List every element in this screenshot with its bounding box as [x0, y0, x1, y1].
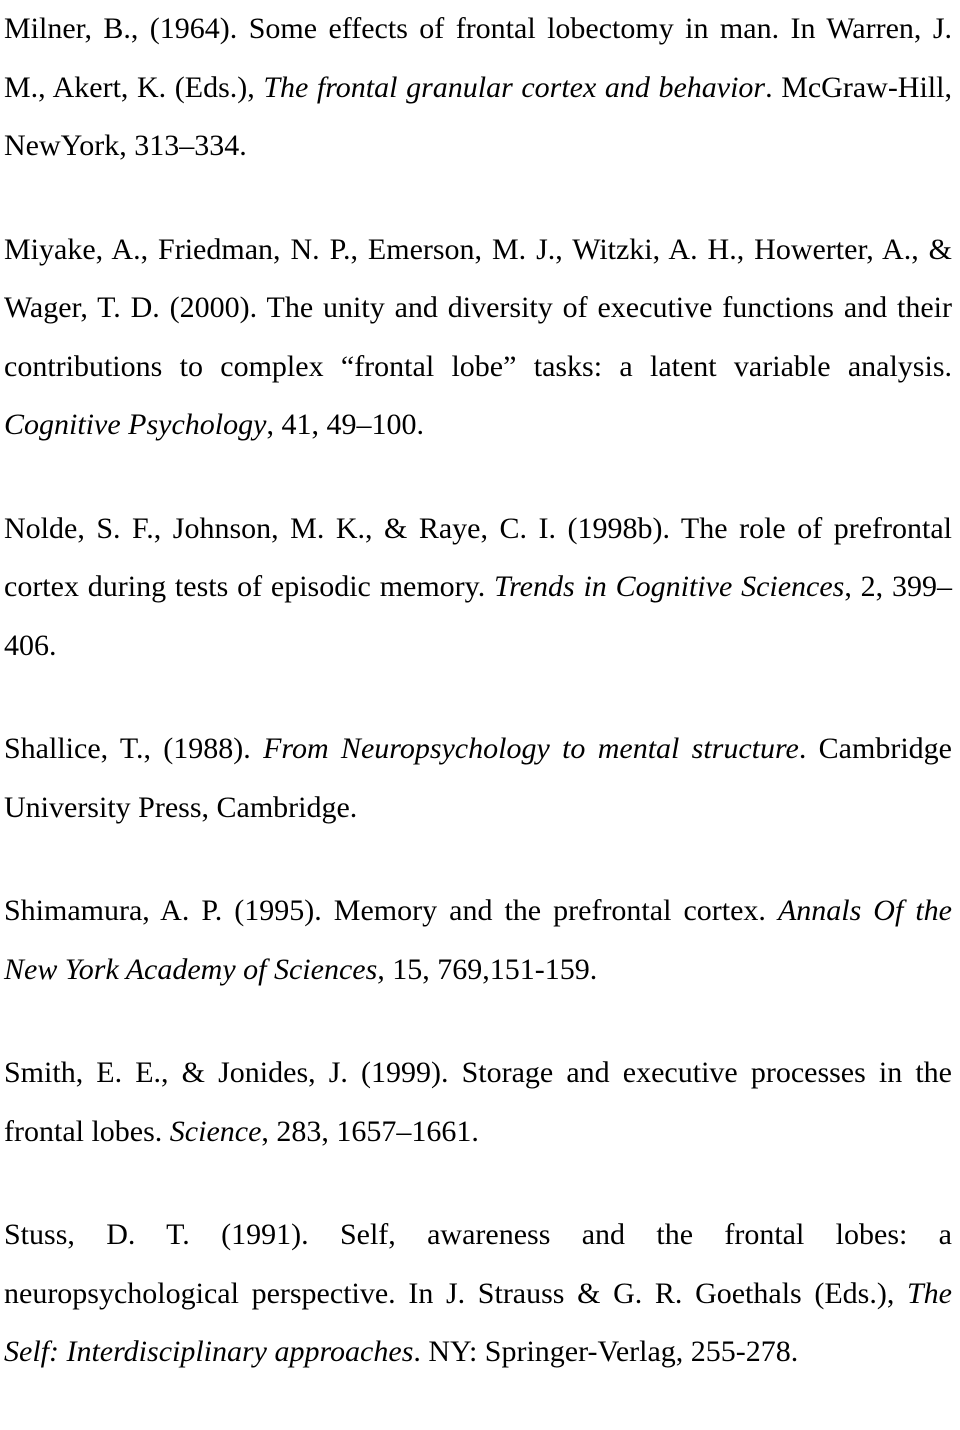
reference-journal: Cognitive Psychology: [4, 408, 267, 441]
reference-entry: [4, 500, 952, 676]
reference-text: , 283, 1657–1661.: [261, 1114, 479, 1148]
reference-title: The Self: Interdisciplinary approaches: [4, 1276, 952, 1368]
reference-entry: [4, 1044, 952, 1161]
reference-text: Miyake, A., Friedman, N. P., Emerson, M. J., Witzki, A. H., Howerter, A., & Wager, T. D. (2000). The unity and diversity of executive functions and their contributions to complex “frontal lobe” tasks: a latent variable analysis.: [4, 232, 952, 383]
reference-text: . NY: Springer-Verlag, 255-278.: [413, 1335, 799, 1368]
reference-title: The frontal granular cortex and behavior: [263, 70, 766, 104]
reference-entry: [4, 221, 952, 455]
reference-text: Shimamura, A. P. (1995). Memory and the prefrontal cortex.: [4, 894, 778, 927]
reference-journal: Trends in Cognitive Sciences: [494, 570, 845, 603]
reference-entry: [4, 720, 952, 837]
reference-text: , 41, 49–100.: [266, 408, 424, 441]
reference-entry: [4, 1206, 952, 1382]
reference-text: Stuss, D. T. (1991). Self, awareness and the frontal lobes: a neuropsychological perspective. In J. Strauss & G. R. Goethals (Eds.),: [4, 1218, 952, 1310]
reference-entry: [4, 0, 952, 176]
reference-entry: [4, 882, 952, 999]
reference-text: Smith, E. E., & Jonides, J. (1999). Storage and executive processes in the frontal lobes.: [4, 1056, 952, 1148]
reference-text: . McGraw-Hill, NewYork, 313–334.: [4, 70, 952, 162]
reference-journal: Science: [169, 1114, 262, 1148]
reference-text: , 2, 399–406.: [4, 570, 953, 662]
reference-text: Nolde, S. F., Johnson, M. K., & Raye, C. I. (1998b). The role of prefrontal cortex during tests of episodic memory.: [4, 511, 952, 603]
reference-journal: Annals Of the New York Academy of Sciences,: [4, 894, 952, 986]
reference-text: . Cambridge University Press, Cambridge.: [4, 732, 952, 824]
reference-title: From Neuropsychology to mental structure: [263, 732, 799, 765]
reference-text: Shallice, T., (1988).: [4, 732, 264, 765]
reference-list: [4, 0, 952, 1427]
reference-text: Milner, B., (1964). Some effects of frontal lobectomy in man. In Warren, J. M., Akert, K. (Eds.),: [4, 12, 952, 104]
reference-text: 15, 769,151-159.: [384, 952, 598, 986]
